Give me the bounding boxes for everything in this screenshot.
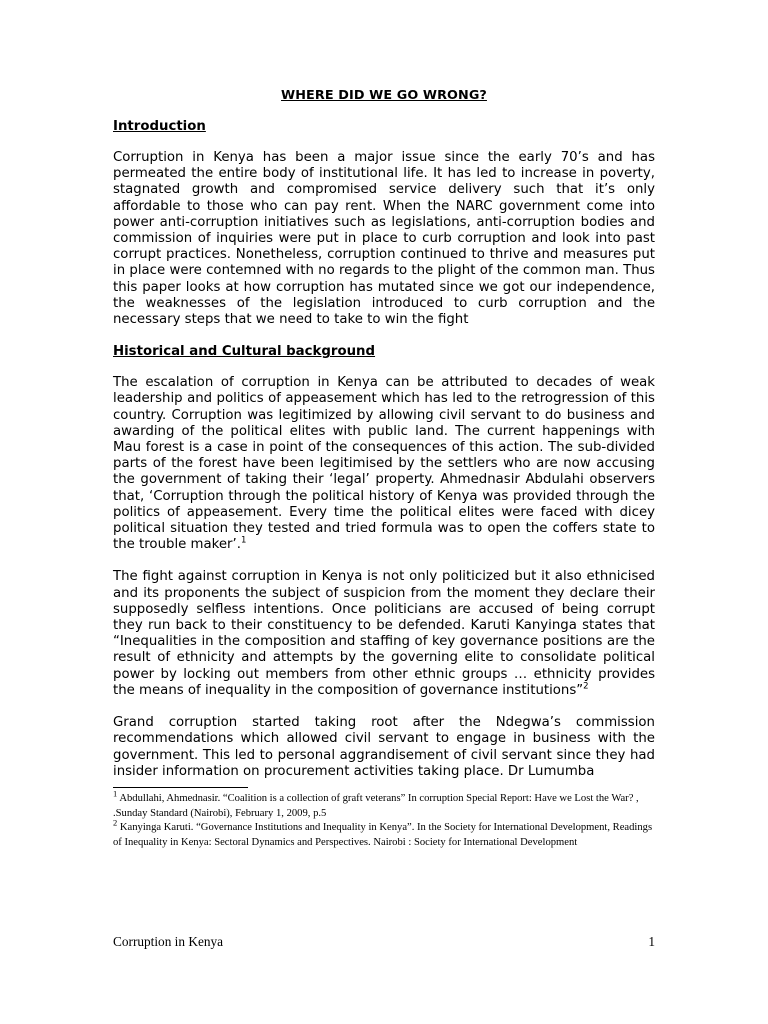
paragraph-ethnicised-fight xyxy=(113,569,655,699)
document-title: WHERE DID WE GO WRONG? xyxy=(281,88,487,103)
paragraph-grand-corruption: Grand corruption started taking root after the Ndegwa’s commission recommendations which allowed civil servant to engage in business with the government. This led to personal aggrandisement of civil servant since they had insider information on procurement activities taking place. Dr Lumumba xyxy=(113,715,655,779)
footnote-1 xyxy=(113,788,655,821)
footnote-ref-2[interactable]: 2 xyxy=(583,681,589,692)
footnotes xyxy=(113,788,655,850)
footnote-1-number: 1 xyxy=(113,788,118,799)
section-heading-historical-background: Historical and Cultural background xyxy=(113,344,376,360)
footnote-2-text: Kanyinga Karuti. “Governance Institutions and Inequality in Kenya”. In the Society for International Development, Readings of Inequality in Kenya: Sectoral Dynamics and Perspectives. Nairobi : Society for International Development xyxy=(113,822,653,848)
footnote-1-text: Abdullahi, Ahmednasir. “Coalition is a collection of graft veterans” In corruption Special Report: Have we Lost the War? , .Sunday Standard (Nairobi), February 1, 2009, p.5 xyxy=(113,792,639,819)
paragraph-escalation-text: The escalation of corruption in Kenya can be attributed to decades of weak leadership and politics of appeasement which has led to the retrogression of this country. Corruption was legitimized by allowing civil servant to do business and awarding of the political elites with public land. The current happenings with Mau forest is a case in point of the consequences of this action. The sub-divided parts of the forest have been legitimised by the settlers who are now accusing the government of taking their ‘legal’ property. Ahmednasir Abdulahi observers that, ‘Corruption through the political history of Kenya was provided through the politics of appeasement. Every time the political elites were faced with dicey political situation they tested and tried formula was to open the coffers state to the trouble maker’. xyxy=(113,375,655,553)
footnote-separator xyxy=(113,787,248,788)
paragraph-introduction: Corruption in Kenya has been a major issue since the early 70’s and has permeated the entire body of institutional life. It has led to increase in poverty, stagnated growth and compromised service delivery such that it’s only affordable to those who can pay rent. When the NARC government come into power anti-corruption initiatives such as legislations, anti-corruption bodies and commission of inquiries were put in place to curb corruption and look into past corrupt practices. Nonetheless, corruption continued to thrive and measures put in place were contemned with no regards to the plight of the common man. Thus this paper looks at how corruption has mutated since we got our independence, the weaknesses of the legislation introduced to curb corruption and the necessary steps that we need to take to win the fight xyxy=(113,150,655,328)
footnote-2 xyxy=(113,817,655,850)
page-footer xyxy=(113,934,655,950)
footnote-2-number: 2 xyxy=(113,817,118,828)
page-number: 1 xyxy=(648,934,655,949)
section-heading-introduction: Introduction xyxy=(113,119,206,134)
paragraph-ethnicised-fight-text: The fight against corruption in Kenya is not only politicized but it also ethnicised and its proponents the subject of suspicion from the moment they declare their supposedly selfless intentions. Once politicians are accused of being corrupt they run back to their constituency to be defended. Karuti Kanyinga states that “Inequalities in the composition and staffing of key governance positions are the result of ethnicity and attempts by the governing elite to consolidate political power by locking out members from other ethnic groups … ethnicity provides the means of inequality in the composition of governance institutions” xyxy=(113,569,655,698)
footnote-ref-1[interactable]: 1 xyxy=(240,535,247,546)
paragraph-escalation xyxy=(113,375,655,553)
footer-title: Corruption in Kenya xyxy=(113,934,224,949)
